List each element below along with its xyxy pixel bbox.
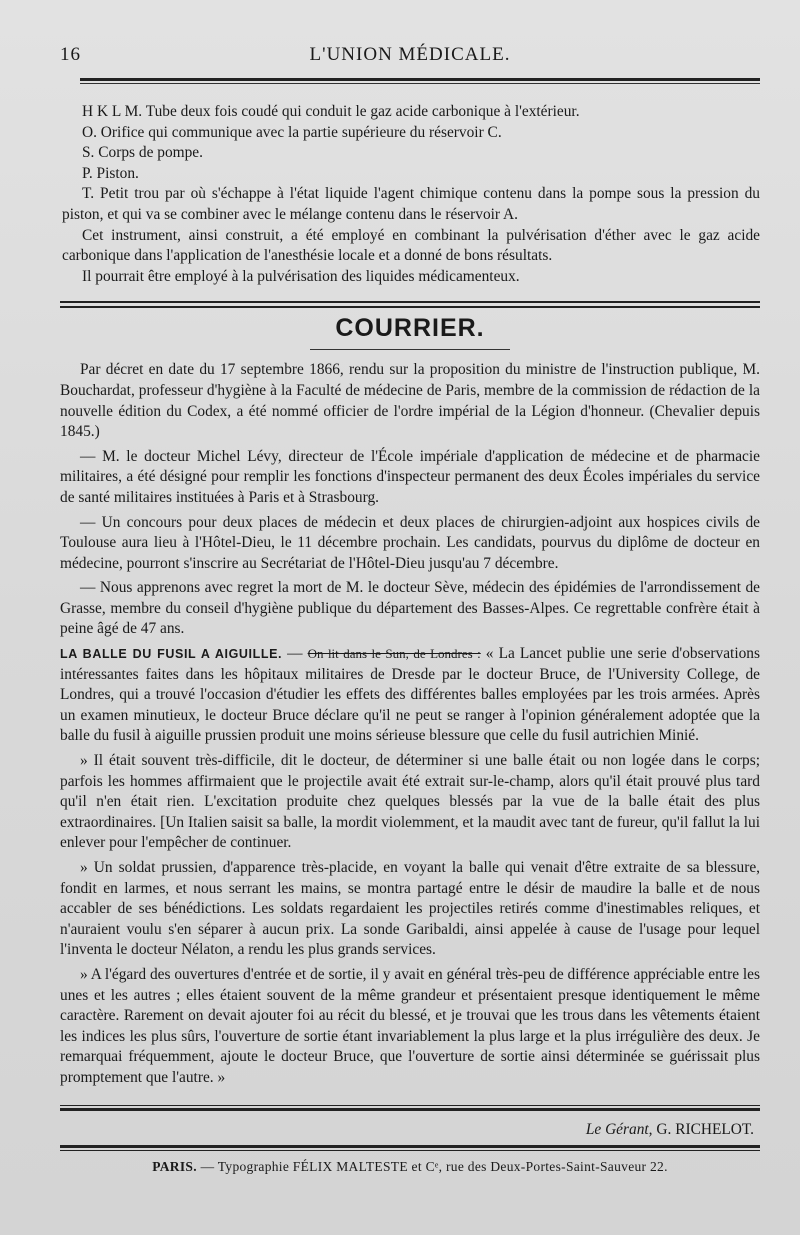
signature bbox=[60, 1121, 760, 1139]
news-item: — M. le docteur Michel Lévy, directeur de l'École impériale d'application de médecine et de pharmacie militaires, a été désigné pour remplir les fonctions d'inspecteur permanent des deux Écoles impériales du service de santé militaires instituées à Paris et à Strasbourg. bbox=[60, 447, 760, 506]
signature-name: G. RICHELOT. bbox=[656, 1120, 754, 1138]
legend-item: S. Corps de pompe. bbox=[82, 144, 203, 162]
title-underline bbox=[310, 349, 510, 350]
news-item: Par décret en date du 17 septembre 1866, rendu sur la proposition du ministre de l'instruction publique, M. Bouchardat, professeur d'hygiène à la Faculté de médecine de Paris, membre de la commission de rédaction de la nouvelle édition du Codex, a été nommé officier de l'ordre impérial de la Légion d'honneur. (Chevalier depuis 1845.) bbox=[60, 361, 760, 441]
article-paragraph bbox=[60, 644, 760, 747]
news-section bbox=[60, 360, 760, 640]
article-lead: LA BALLE DU FUSIL A AIGUILLE. bbox=[60, 647, 283, 662]
header-rule-thin bbox=[80, 83, 760, 84]
page-header bbox=[60, 44, 760, 74]
signature-role: Le Gérant, bbox=[585, 1120, 653, 1138]
section-divider bbox=[60, 301, 760, 308]
instrument-legend bbox=[60, 102, 760, 287]
article-paragraph: » Un soldat prussien, d'apparence très-placide, en voyant la balle qui venait d'être extraite de sa blessure, fondit en larmes, et nous serrant les mains, se montra partagé entre le désir de maudire la balle et de nous accabler de ses bénédictions. Les soldats regardaient les projectiles retirés comme d'inestimables reliques, et n'auraient voulu s'en séparer à aucun prix. La sonde Garibaldi, ainsi appelée à cause de l'usage pour lequel l'inventa le docteur Nélaton, a rendu les plus grands services. bbox=[60, 859, 760, 959]
article-paragraph: » Il était souvent très-difficile, dit le docteur, de déterminer si une balle était ou non logée dans le corps; parfois les hommes affirmaient que le projectile avait été extrait sur-le-champ, alors qu'il était prouvé plus tard qu'il n'en était rien. L'excitation produite chez quelques blessés par la vue de la balle était des plus extraordinaires. [Un Italien saisit sa balle, la mordit violemment, et la maudit avec tant de fureur, qu'il fallut la lui enlever pour l'empêcher de continuer. bbox=[60, 752, 760, 852]
header-rule-thick bbox=[80, 78, 760, 81]
legend-item: T. Petit trou par où s'échappe à l'état liquide l'agent chimique contenu dans la pompe sous la pression du piston, et qui va se combiner avec le mélange contenu dans le réservoir A. bbox=[62, 185, 760, 223]
legend-item: H K L M. Tube deux fois coudé qui conduit le gaz acide carbonique à l'extérieur. bbox=[82, 103, 580, 120]
struck-source: On lit dans le Sun, de Londres : bbox=[307, 646, 481, 662]
imprint-text: — Typographie FÉLIX MALTESTE et Cᵉ, rue des Deux-Portes-Saint-Sauveur 22. bbox=[196, 1158, 668, 1174]
section-title: COURRIER. bbox=[335, 314, 485, 343]
legend-item: O. Orifice qui communique avec la partie supérieure du réservoir C. bbox=[82, 123, 502, 141]
lead-dash: — bbox=[282, 645, 308, 663]
printer-imprint bbox=[60, 1159, 760, 1175]
legend-item: P. Piston. bbox=[82, 164, 139, 182]
journal-title: L'UNION MÉDICALE. bbox=[309, 44, 511, 65]
imprint-city: PARIS. bbox=[152, 1158, 197, 1174]
news-item: — Nous apprenons avec regret la mort de M. le docteur Sève, médecin des épidémies de l'arrondissement de Grasse, membre du conseil d'hygiène publique du département des Basses-Alpes. Ce regrettable confrère était à peine âgé de 47 ans. bbox=[60, 579, 760, 638]
balle-article bbox=[60, 644, 760, 1088]
signature-rules bbox=[60, 1145, 760, 1151]
intro-paragraph: Cet instrument, ainsi construit, a été employé en combinant la pulvérisation d'éther avec le gaz acide carbonique dans l'application de l'anesthésie locale et a donné de bons résultats. bbox=[62, 226, 760, 265]
article-paragraph: » A l'égard des ouvertures d'entrée et de sortie, il y avait en général très-peu de différence appréciable entre les unes et les autres ; elles étaient souvent de la même grandeur et présentaient presque identiquement le même caractère. Rarement on devait ajouter foi au récit du blessé, et je trouvai que les trous dans les vêtements étaient les indices les plus sûrs, l'ouverture de sortie étant invariablement la plus large et la plus irrégulière des deux. Je remarquai fréquemment, ajoute le docteur Bruce, que l'ouverture de sortie ainsi déterminée se guérissait plus promptement que l'autre. » bbox=[60, 965, 760, 1086]
page-number: 16 bbox=[60, 44, 81, 65]
news-item: — Un concours pour deux places de médecin et deux places de chirurgien-adjoint aux hospices civils de Toulouse aura lieu à l'Hôtel-Dieu, le 11 décembre prochain. Les candidats, pourvus du diplôme de docteur en médecine, pourront s'inscrire au Secrétariat de l'Hôtel-Dieu jusqu'au 7 décembre. bbox=[60, 513, 760, 572]
footer-rules bbox=[60, 1105, 760, 1111]
intro-paragraph: Il pourrait être employé à la pulvérisation des liquides médicamenteux. bbox=[82, 267, 520, 285]
article-text: « La Lancet publie une serie d'observations intéressantes faites dans les hôpitaux militaires de Dresde par le docteur Bruce, de l'University College, de Londres, qui a trouvé l'occasion d'étudier les effets des différentes balles employées par les trois armées. Après un examen minutieux, le docteur Bruce déclare qu'il ne peut se ranger à l'opinion généralement adoptée que la balle du fusil à aiguille prussien produit une moins sérieuse blessure que celle du fusil autrichien Minié. bbox=[60, 645, 760, 745]
